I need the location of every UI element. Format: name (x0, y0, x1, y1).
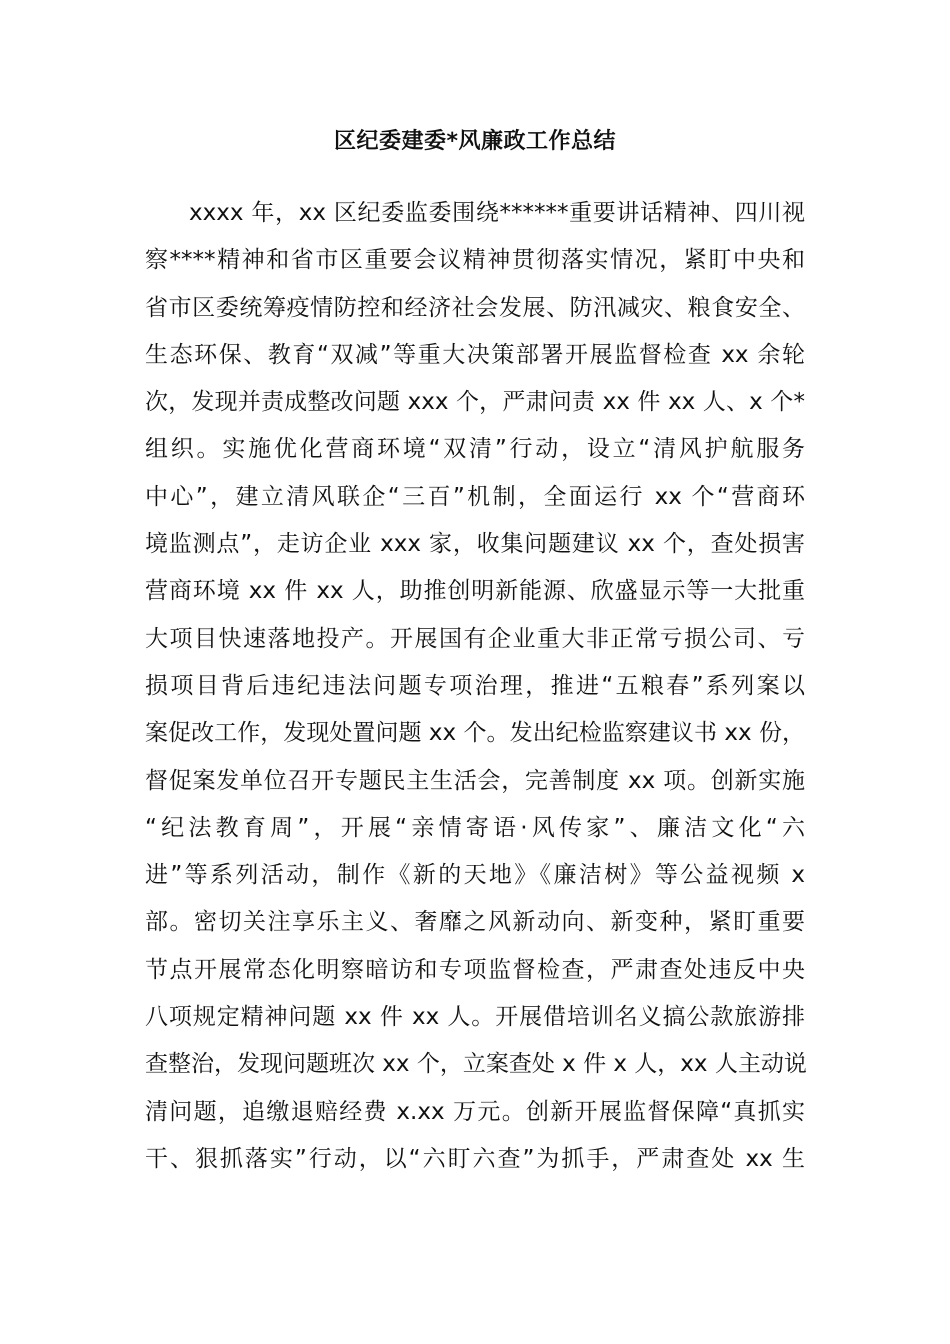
body-line: 大项目快速落地投产。开展国有企业重大非正常亏损公司、亏 (145, 625, 805, 652)
body-line: 八项规定精神问题 xx 件 xx 人。开展借培训名义搞公款旅游排 (145, 1004, 805, 1031)
document-body (145, 190, 805, 1183)
body-line: 察****精神和省市区重要会议精神贯彻落实情况，紧盯中央和 (145, 247, 805, 274)
body-line: 生态环保、教育“双减”等重大决策部署开展监督检查 xx 余轮 (145, 341, 805, 368)
body-line: 进”等系列活动，制作《新的天地》《廉洁树》等公益视频 x (145, 862, 805, 889)
body-line: 案促改工作，发现处置问题 xx 个。发出纪检监察建议书 xx 份， (145, 720, 805, 747)
body-line: 组织。实施优化营商环境“双清”行动，设立“清风护航服务 (145, 436, 805, 463)
body-line: 查整治，发现问题班次 xx 个，立案查处 x 件 x 人，xx 人主动说 (145, 1051, 807, 1078)
body-line: 省市区委统筹疫情防控和经济社会发展、防汛减灾、粮食安全、 (145, 294, 805, 321)
body-line: 营商环境 xx 件 xx 人，助推创明新能源、欣盛显示等一大批重 (145, 578, 805, 605)
body-line: 境监测点”，走访企业 xxx 家，收集问题建议 xx 个，查处损害 (145, 531, 805, 558)
body-line: 督促案发单位召开专题民主生活会，完善制度 xx 项。创新实施 (145, 767, 805, 794)
body-line: 清问题，追缴退赔经费 x.xx 万元。创新开展监督保障“真抓实 (145, 1098, 805, 1125)
body-line: “纪法教育周”，开展“亲情寄语·风传家”、廉洁文化“六 (145, 814, 805, 841)
body-line: 中心”，建立清风联企“三百”机制，全面运行 xx 个“营商环 (145, 483, 805, 510)
body-line: 部。密切关注享乐主义、奢靡之风新动向、新变种，紧盯重要 (145, 909, 805, 936)
document-title: 区纪委建委*风廉政工作总结 (333, 129, 616, 154)
body-line: 干、狠抓落实”行动，以“六盯六查”为抓手，严肃查处 xx 生 (145, 1145, 805, 1172)
body-line: xxxx 年，xx 区纪委监委围绕******重要讲话精神、四川视 (189, 200, 805, 226)
body-line: 损项目背后违纪违法问题专项治理，推进“五粮春”系列案以 (145, 672, 805, 699)
body-line: 节点开展常态化明察暗访和专项监督检查，严肃查处违反中央 (145, 956, 805, 983)
body-line: 次，发现并责成整改问题 xxx 个，严肃问责 xx 件 xx 人、x 个* (145, 389, 805, 416)
